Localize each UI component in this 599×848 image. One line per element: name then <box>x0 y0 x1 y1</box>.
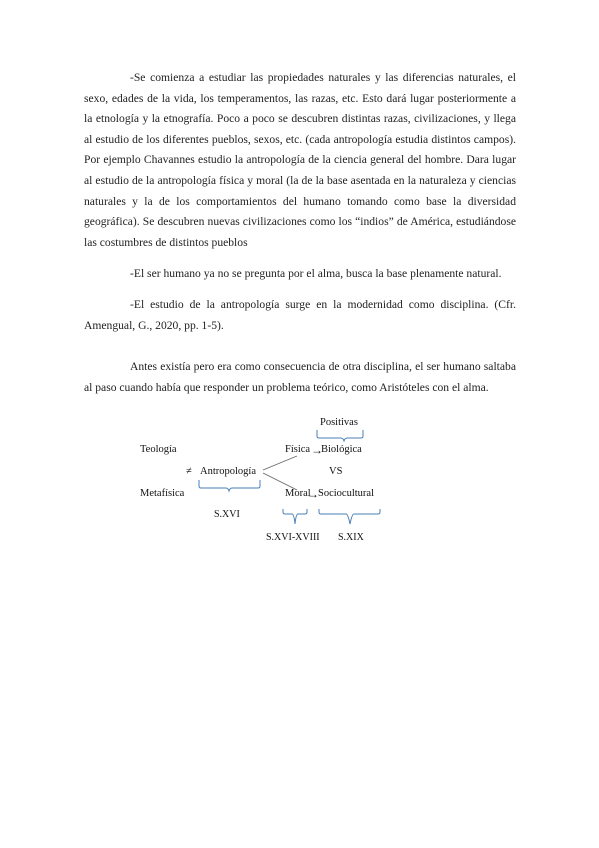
paragraph-3: -El estudio de la antropología surge en la modernidad como disciplina. (Cfr. Amengual, G., 2020, pp. 1-5). <box>84 298 516 332</box>
metafisica-label: Metafísica <box>140 488 185 499</box>
moral-label: Moral <box>285 488 311 499</box>
sxix-brace <box>319 509 380 524</box>
arrow-moral-icon: → <box>307 487 319 501</box>
positivas-label: Positivas <box>320 417 358 428</box>
antropologia-bracket <box>199 480 260 491</box>
paragraph-1: -Se comienza a estudiar las propiedades naturales y las diferencias naturales, el sexo, edades de la vida, los temperamentos, las razas, etc. Esto dará lugar posteriormente a la etnología y la etnografía. Poco a poco se descubren distintas razas, civilizaciones, y llega al estudio de los diferentes pueblos, sexos, etc. (cada antropología estudia distintos campos). Por ejemplo Chavannes estudio la antropología de la ciencia general del hombre. Dara lugar al estudio de la antropología física y moral (la de la base asentada en la naturaleza y ciencias naturales y la de los comportamientos del humano tomando como base la diversidad geográfica). Se descubren nuevas civilizaciones como los “indios” de América, estudiándose las costumbres de distintos pueblos <box>84 71 516 249</box>
biologica-label: Biológica <box>321 444 362 455</box>
neq-symbol: ≠ <box>186 466 192 477</box>
paragraph-4: Antes existía pero era como consecuencia de otra disciplina, el ser humano saltaba al paso cuando había que responder un problema teórico, como Aristóteles con el alma. <box>84 360 516 394</box>
branch-up-line <box>263 456 297 470</box>
sxvi-xviii-brace <box>283 509 307 524</box>
sxvi-label: S.XVI <box>214 509 240 520</box>
teologia-label: Teología <box>140 444 177 455</box>
sxvi-xviii-label: S.XVI-XVIII <box>266 532 320 543</box>
sxix-label: S.XIX <box>338 532 364 543</box>
arrow-fisica-icon: → <box>311 443 323 457</box>
paragraph-2: -El ser humano ya no se pregunta por el alma, busca la base plenamente natural. <box>130 267 502 280</box>
fisica-label: Física <box>285 444 311 455</box>
sociocultural-label: Sociocultural <box>318 488 374 499</box>
positivas-brace <box>317 430 363 441</box>
antropologia-label: Antropología <box>200 466 256 477</box>
vs-label: VS <box>329 466 343 477</box>
